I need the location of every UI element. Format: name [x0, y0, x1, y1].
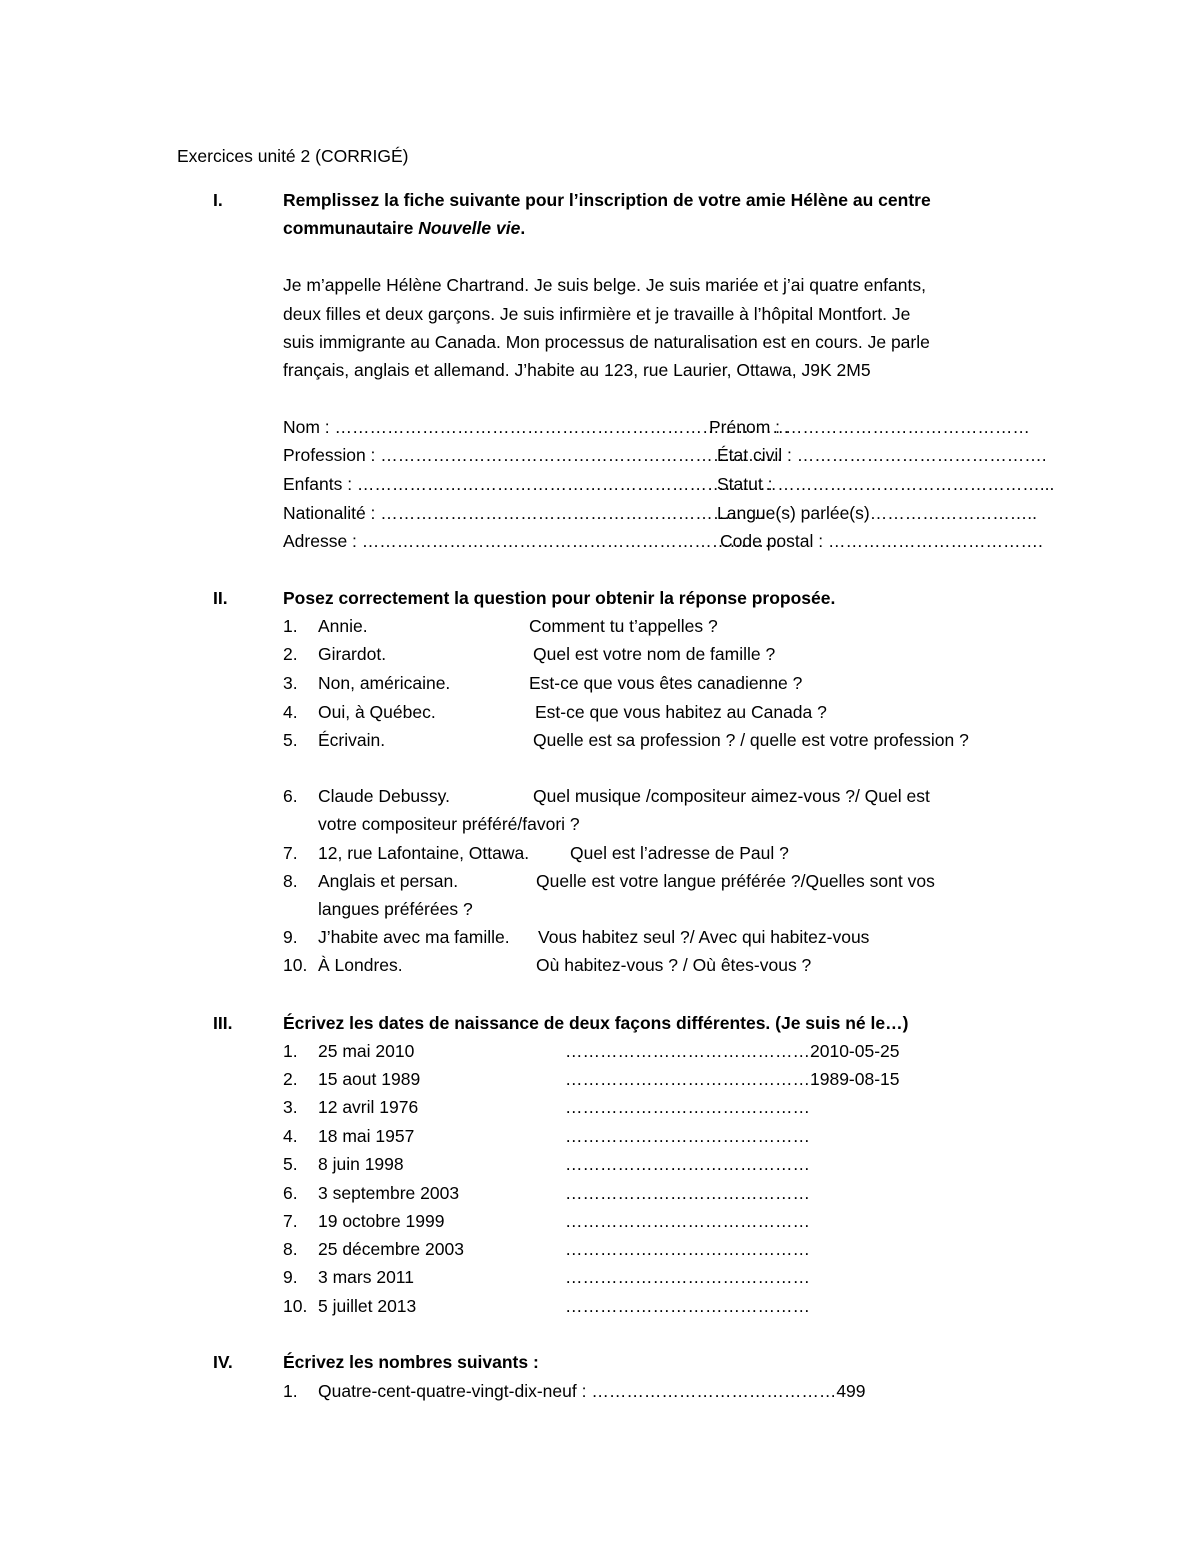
list-number: 4. — [283, 702, 298, 722]
form-field-etat-civil: État civil : ……………………………………. — [717, 445, 1047, 465]
section-4-instruction: Écrivez les nombres suivants : — [283, 1352, 539, 1372]
question: Quel musique /compositeur aimez-vous ?/ Quel est — [533, 786, 930, 806]
answer: 12, rue Lafontaine, Ottawa. — [318, 843, 530, 863]
list-number: 5. — [283, 1154, 298, 1174]
form-field-adresse: Adresse : ……………………………………………………………… — [283, 531, 782, 551]
page-title: Exercices unité 2 (CORRIGÉ) — [177, 146, 409, 166]
list-number: 4. — [283, 1126, 298, 1146]
date-answer: …………………………………… — [565, 1211, 810, 1231]
list-number: 10. — [283, 955, 308, 975]
list-number: 1. — [283, 1041, 298, 1061]
list-number: 7. — [283, 1211, 298, 1231]
date-answer: ……………………………………1989-08-15 — [565, 1069, 900, 1089]
question: Quel est votre nom de famille ? — [533, 644, 776, 664]
list-number: 7. — [283, 843, 298, 863]
answer: Annie. — [318, 616, 368, 636]
answer: Anglais et persan. — [318, 871, 459, 891]
list-number: 3. — [283, 673, 298, 693]
date-answer: …………………………………… — [565, 1239, 810, 1259]
section-1-number: I. — [213, 190, 223, 210]
form-field-profession: Profession : …………………………………………………………… — [283, 445, 783, 465]
date-text: 15 aout 1989 — [318, 1069, 421, 1089]
list-number: 3. — [283, 1097, 298, 1117]
list-number: 9. — [283, 927, 298, 947]
date-text: 25 mai 2010 — [318, 1041, 415, 1061]
list-number: 1. — [283, 616, 298, 636]
date-answer: …………………………………… — [565, 1097, 810, 1117]
date-answer: …………………………………… — [565, 1183, 810, 1203]
list-number: 5. — [283, 730, 298, 750]
paragraph-line: français, anglais et allemand. J’habite au 123, rue Laurier, Ottawa, J9K 2M5 — [283, 360, 871, 380]
section-3-number: III. — [213, 1013, 233, 1033]
list-number: 10. — [283, 1296, 308, 1316]
center-name: Nouvelle vie — [418, 218, 521, 238]
question: Quelle est sa profession ? / quelle est votre profession ? — [533, 730, 969, 750]
paragraph-line: suis immigrante au Canada. Mon processus de naturalisation est en cours. Je parle — [283, 332, 930, 352]
section-1-instruction-line-1: Remplissez la fiche suivante pour l’inscription de votre amie Hélène au centre — [283, 190, 931, 210]
list-number: 6. — [283, 1183, 298, 1203]
question: Comment tu t’appelles ? — [529, 616, 718, 636]
question-continued: votre compositeur préféré/favori ? — [318, 814, 580, 834]
section-2-number: II. — [213, 588, 228, 608]
date-answer: …………………………………… — [565, 1267, 810, 1287]
answer: Girardot. — [318, 644, 387, 664]
question: Où habitez-vous ? / Où êtes-vous ? — [536, 955, 812, 975]
answer: À Londres. — [318, 955, 403, 975]
question: Vous habitez seul ?/ Avec qui habitez-vous — [538, 927, 870, 947]
date-text: 19 octobre 1999 — [318, 1211, 445, 1231]
date-text: 8 juin 1998 — [318, 1154, 404, 1174]
section-4-number: IV. — [213, 1352, 233, 1372]
list-number: 1. — [283, 1381, 298, 1401]
form-field-langues: Langue(s) parlée(s)……………………….. — [717, 503, 1037, 523]
question: Est-ce que vous êtes canadienne ? — [529, 673, 803, 693]
question-continued: langues préférées ? — [318, 899, 473, 919]
question: Quel est l’adresse de Paul ? — [570, 843, 789, 863]
answer: Écrivain. — [318, 730, 386, 750]
list-number: 9. — [283, 1267, 298, 1287]
date-text: 3 mars 2011 — [318, 1267, 414, 1287]
answer: Claude Debussy. — [318, 786, 450, 806]
date-answer: …………………………………… — [565, 1296, 810, 1316]
list-number: 8. — [283, 871, 298, 891]
form-field-code-postal: Code postal : ………………………………. — [720, 531, 1043, 551]
section-1-instruction-line-2: communautaire Nouvelle vie. — [283, 218, 526, 238]
section-3-instruction: Écrivez les dates de naissance de deux façons différentes. (Je suis né le…) — [283, 1013, 909, 1033]
list-number: 2. — [283, 1069, 298, 1089]
paragraph-line: Je m’appelle Hélène Chartrand. Je suis belge. Je suis mariée et j’ai quatre enfants, — [283, 275, 926, 295]
answer: Oui, à Québec. — [318, 702, 436, 722]
form-field-statut: Statut : ………………………………………... — [717, 474, 1055, 494]
form-field-enfants: Enfants : ……………………………………………………………… — [283, 474, 777, 494]
date-answer: ……………………………………2010-05-25 — [565, 1041, 900, 1061]
form-field-nationalite: Nationalité : ………………………………………………………… — [283, 503, 766, 523]
date-text: 3 septembre 2003 — [318, 1183, 460, 1203]
date-text: 18 mai 1957 — [318, 1126, 415, 1146]
question: Quelle est votre langue préférée ?/Quelles sont vos — [536, 871, 935, 891]
date-answer: …………………………………… — [565, 1126, 810, 1146]
date-text: 25 décembre 2003 — [318, 1239, 464, 1259]
section-2-instruction: Posez correctement la question pour obtenir la réponse proposée. — [283, 588, 836, 608]
list-number: 2. — [283, 644, 298, 664]
answer: J’habite avec ma famille. — [318, 927, 510, 947]
date-text: 12 avril 1976 — [318, 1097, 419, 1117]
answer: Non, américaine. — [318, 673, 451, 693]
paragraph-line: deux filles et deux garçons. Je suis infirmière et je travaille à l’hôpital Montfort. Je — [283, 304, 911, 324]
date-answer: …………………………………… — [565, 1154, 810, 1174]
list-number: 6. — [283, 786, 298, 806]
question: Est-ce que vous habitez au Canada ? — [535, 702, 827, 722]
form-field-nom: Nom : …………………………………………………………………… — [283, 417, 790, 437]
number-answer: Quatre-cent-quatre-vingt-dix-neuf : ……………………………………499 — [318, 1381, 866, 1401]
list-number: 8. — [283, 1239, 298, 1259]
date-text: 5 juillet 2013 — [318, 1296, 417, 1316]
form-field-prenom: Prénom : …………………………………… — [709, 417, 1030, 437]
